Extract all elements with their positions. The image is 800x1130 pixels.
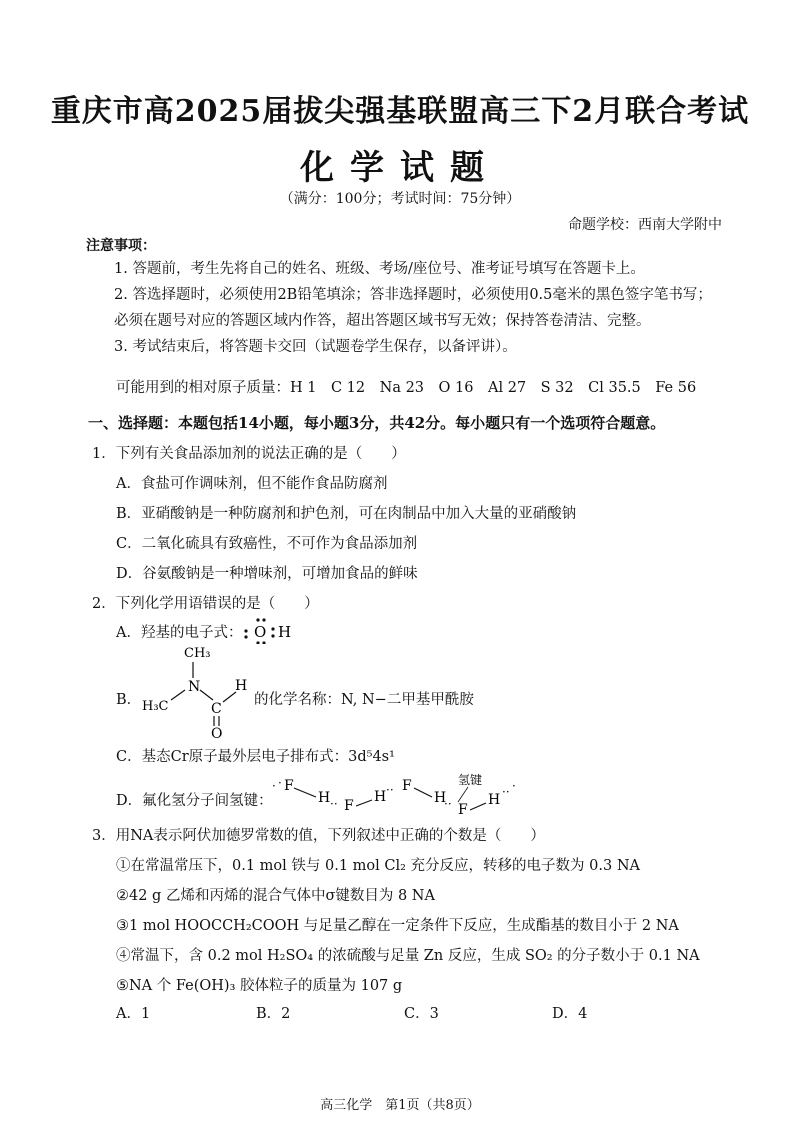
fluorine-atom: F (458, 802, 468, 816)
cr-configuration: 3d⁵4s¹ (348, 749, 395, 765)
q3-option-c: C．3 (404, 1006, 439, 1022)
note-item: 2. 答选择题时，必须使用2B铅笔填涂；答非选择题时，必须使用0.5毫米的黑色签字笔书写；必须在题号对应的答题区域内作答，超出答题区域书写无效；保持答卷清洁、完整。 (114, 287, 712, 329)
methyl-top: CH₃ (184, 646, 211, 661)
section-heading: 一、选择题：本题包括14小题，每小题3分，共42分。每小题只有一个选项符合题意。 (88, 414, 666, 432)
q2-option-d-label: D．氟化氢分子间氢键： (116, 793, 273, 809)
hydrogen-bond-label: 氢键 (458, 773, 483, 787)
hydrogen-atom: H (374, 789, 387, 805)
hf-hydrogen-bond-diagram (272, 770, 528, 816)
q2-option-b-text: 的化学名称：N, N−二甲基甲酰胺 (254, 692, 474, 708)
q1-option-d: D．谷氨酸钠是一种增味剂，可增加食品的鲜味 (116, 566, 418, 582)
svg-text:·: · (512, 779, 516, 793)
hydrogen-symbol: H (278, 623, 292, 641)
svg-text:··: ·· (386, 783, 394, 797)
q3-statement-1: ①在常温常压下，0.1 mol 铁与 0.1 mol Cl₂ 充分反应，转移的电子数为 0.3 NA (116, 858, 640, 874)
q2-option-c (116, 745, 395, 766)
dmf-structure (138, 640, 256, 740)
hydrogen-atom: H (318, 790, 331, 806)
q1-option-b: B．亚硝酸钠是一种防腐剂和护色剂，可在肉制品中加入大量的亚硝酸钠 (116, 506, 577, 522)
q1-option-c: C．二氧化硫具有致癌性，不可作为食品添加剂 (116, 536, 418, 552)
methyl-left: H₃C (142, 699, 169, 714)
notes-heading: 注意事项： (86, 238, 156, 254)
q3-option-b: B．2 (256, 1006, 291, 1022)
q2-option-b-label: B． (116, 692, 142, 708)
formyl-hydrogen: H (235, 678, 248, 694)
q3-option-d: D．4 (552, 1006, 588, 1022)
carbonyl-oxygen: O (211, 726, 223, 740)
note-item: 1. 答题前，考生先将自己的姓名、班级、考场/座位号、准考证号填写在答题卡上。 (114, 261, 645, 277)
oxygen-symbol: O (254, 623, 267, 641)
q1-option-a: A．食盐可作调味剂，但不能作食品防腐剂 (116, 476, 388, 492)
note-item: 3. 考试结束后，将答题卡交回（试题卷学生保存，以备评讲）。 (114, 339, 517, 355)
fluorine-atom: F (344, 798, 354, 814)
nitrogen-atom: N (188, 679, 201, 695)
svg-text:··: ·· (444, 797, 452, 811)
question-3-stem: 3．用NA表示阿伏加德罗常数的值，下列叙述中正确的个数是（ ） (92, 828, 545, 844)
svg-text:··: ·· (502, 785, 510, 799)
setter-school: 命题学校：西南大学附中 (568, 217, 722, 233)
question-2-stem: 2．下列化学用语错误的是（ ） (92, 596, 319, 612)
svg-text:··: ·· (330, 797, 338, 811)
subject-title: 化学试题 (300, 148, 500, 188)
hydrogen-atom: H (434, 790, 447, 806)
exam-title: 重庆市高2025届拔尖强基联盟高三下2月联合考试 (50, 94, 750, 129)
svg-text:·: · (272, 779, 276, 793)
q2-option-a: A．羟基的电子式： (116, 625, 243, 641)
fluorine-atom: F (284, 778, 294, 794)
page-footer: 高三化学 第1页（共8页） (320, 1098, 480, 1113)
hydrogen-atom: H (488, 792, 501, 808)
atomic-masses: 可能用到的相对原子质量：H 1 C 12 Na 23 O 16 Al 27 S 32 Cl 35.5 Fe 56 (116, 380, 697, 396)
question-1-stem: 1．下列有关食品添加剂的说法正确的是（ ） (92, 446, 406, 462)
q3-statement-2: ②42 g 乙烯和丙烯的混合气体中σ键数目为 8 NA (116, 888, 435, 904)
fluorine-atom: F (402, 778, 412, 794)
q3-statement-4: ④常温下，含 0.2 mol H₂SO₄ 的浓硫酸与足量 Zn 反应，生成 SO₂ 的分子数小于 0.1 NA (116, 948, 700, 964)
q2-option-c-label: C．基态Cr原子最外层电子排布式： (116, 749, 349, 765)
carbonyl-carbon: C (211, 701, 222, 717)
exam-meta: （满分：100分；考试时间：75分钟） (279, 191, 521, 207)
q3-option-a: A．1 (116, 1006, 151, 1022)
q3-statement-5: ⑤NA 个 Fe(OH)₃ 胶体粒子的质量为 107 g (116, 978, 403, 994)
svg-text:·: · (278, 776, 282, 790)
q3-statement-3: ③1 mol HOOCCH₂COOH 与足量乙醇在一定条件下反应，生成酯基的数目小于 2 NA (116, 918, 679, 934)
